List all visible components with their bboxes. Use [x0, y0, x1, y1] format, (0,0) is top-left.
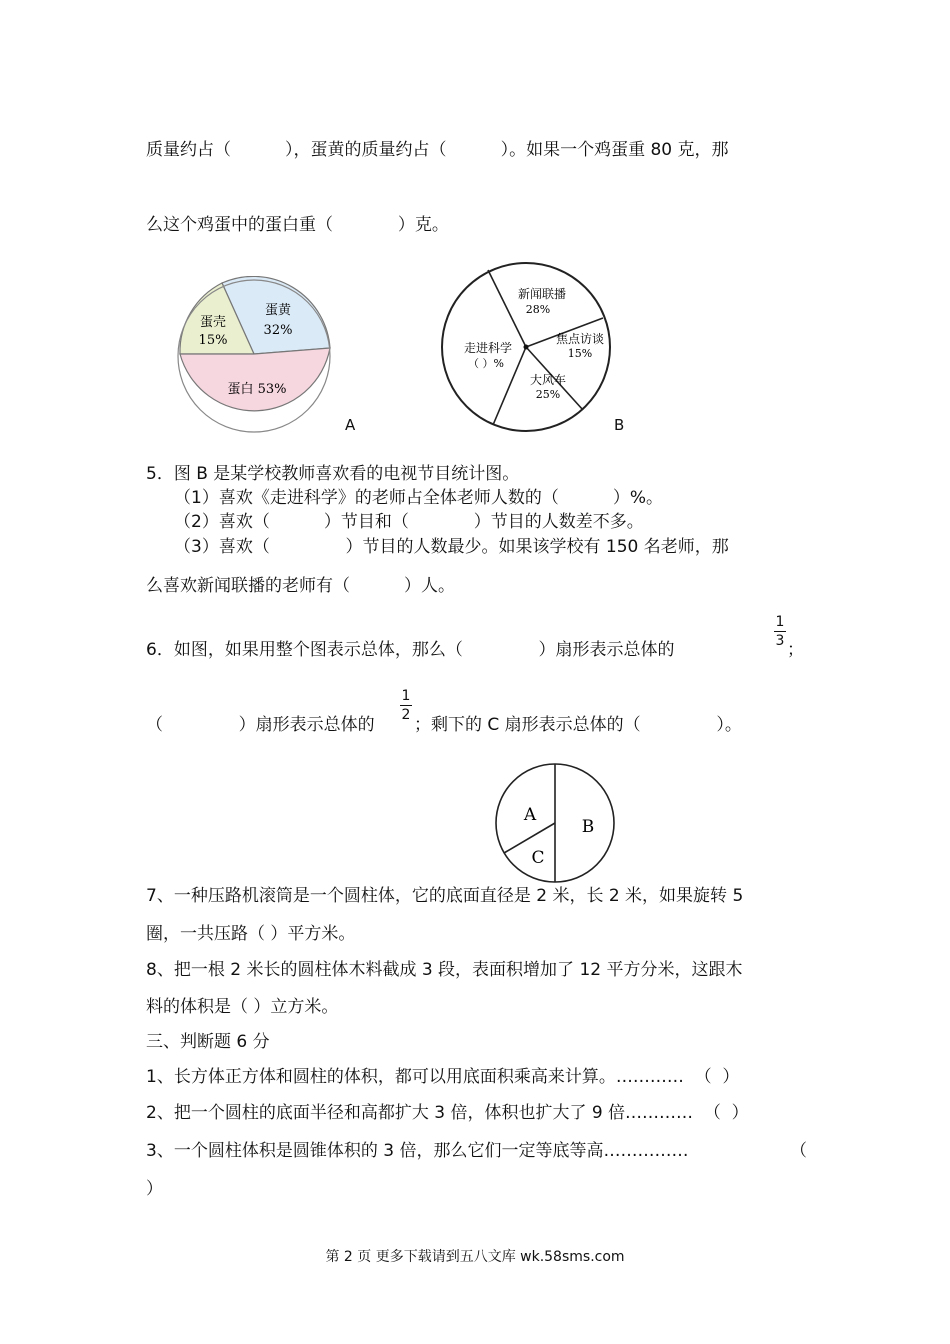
page-footer: 第 2 页 更多下载请到五八文库 wk.58sms.com: [325, 1249, 625, 1265]
judge-1: 1、长方体正方体和圆柱的体积，都可以用底面积乘高来计算。………… （ ）: [146, 1067, 740, 1087]
sector-b-label: B: [581, 817, 595, 837]
q5-item-2: （2）喜欢（ ）节目和（ ）节目的人数差不多。: [174, 512, 644, 532]
q4-line-2: 么这个鸡蛋中的蛋白重（ ）克。: [146, 215, 449, 235]
sector-a-label: A: [523, 805, 537, 825]
q7-line-2: 圈，一共压路（ ）平方米。: [146, 924, 356, 944]
q6-line-2-post: ；剩下的 C 扇形表示总体的（ ）。: [414, 715, 742, 735]
q6-line-2-pre: （ ）扇形表示总体的: [146, 715, 375, 735]
q5-title: 5．图 B 是某学校教师喜欢看的电视节目统计图。: [146, 464, 520, 484]
judge-2: 2、把一个圆柱的底面半径和高都扩大 3 倍，体积也扩大了 9 倍………… （ ）: [146, 1103, 749, 1123]
q5-item-3: （3）喜欢（ ）节目的人数最少。如果该学校有 150 名老师，那: [174, 537, 729, 557]
value-shell: 15%: [198, 333, 228, 348]
label-yolk: 蛋黄: [264, 303, 292, 318]
label-news: 新闻联播: [517, 287, 567, 301]
pie-chart-abc: [494, 762, 616, 884]
fraction-denominator: 3: [775, 633, 785, 649]
q4-line-1: 质量约占（ ），蛋黄的质量约占（ ）。如果一个鸡蛋重 80 克，那: [146, 140, 729, 160]
q7-line-1: 7、一种压路机滚筒是一个圆柱体，它的底面直径是 2 米，长 2 米，如果旋转 5: [146, 886, 744, 906]
fraction-numerator: 1: [401, 688, 411, 704]
q6-line-1-end: ；: [787, 640, 804, 660]
pie-chart-a: [172, 276, 337, 436]
label-shell: 蛋壳: [199, 315, 227, 330]
caption-a: A: [345, 416, 356, 434]
value-focus: 15%: [567, 347, 593, 360]
label-windmill: 大风车: [529, 373, 567, 387]
slice-white: [180, 348, 330, 411]
value-news: 28%: [525, 303, 551, 316]
sector-c-label: C: [531, 848, 545, 868]
judge-3-paren-close: ）: [146, 1179, 163, 1199]
q8-line-2: 料的体积是（ ）立方米。: [146, 997, 339, 1017]
pie-chart-b: [438, 262, 618, 434]
value-science: （ ）%: [468, 357, 504, 370]
fraction-one-half: [400, 688, 412, 723]
judge-3-paren-open: （: [790, 1141, 807, 1161]
q5-item-3-cont: 么喜欢新闻联播的老师有（ ）人。: [146, 576, 456, 596]
fraction-numerator: 1: [775, 614, 785, 630]
judge-3: 3、一个圆柱体积是圆锥体积的 3 倍，那么它们一定等底等高……………: [146, 1141, 689, 1161]
q8-line-1: 8、把一根 2 米长的圆柱体木料截成 3 段，表面积增加了 12 平方分米，这跟木: [146, 960, 743, 980]
fraction-denominator: 2: [401, 707, 411, 723]
label-focus: 焦点访谈: [555, 332, 605, 346]
caption-b: B: [614, 416, 625, 434]
value-yolk: 32%: [263, 323, 293, 338]
q6-line-1: 6．如图，如果用整个图表示总体，那么（ ）扇形表示总体的: [146, 640, 675, 660]
value-windmill: 25%: [535, 388, 561, 401]
q5-item-1: （1）喜欢《走进科学》的老师占全体老师人数的（ ）%。: [174, 488, 664, 508]
section-3-heading: 三、判断题 6 分: [146, 1032, 270, 1052]
label-science: 走进科学: [463, 341, 513, 355]
label-white: 蛋白 53%: [227, 382, 287, 397]
fraction-one-third: [774, 614, 786, 649]
